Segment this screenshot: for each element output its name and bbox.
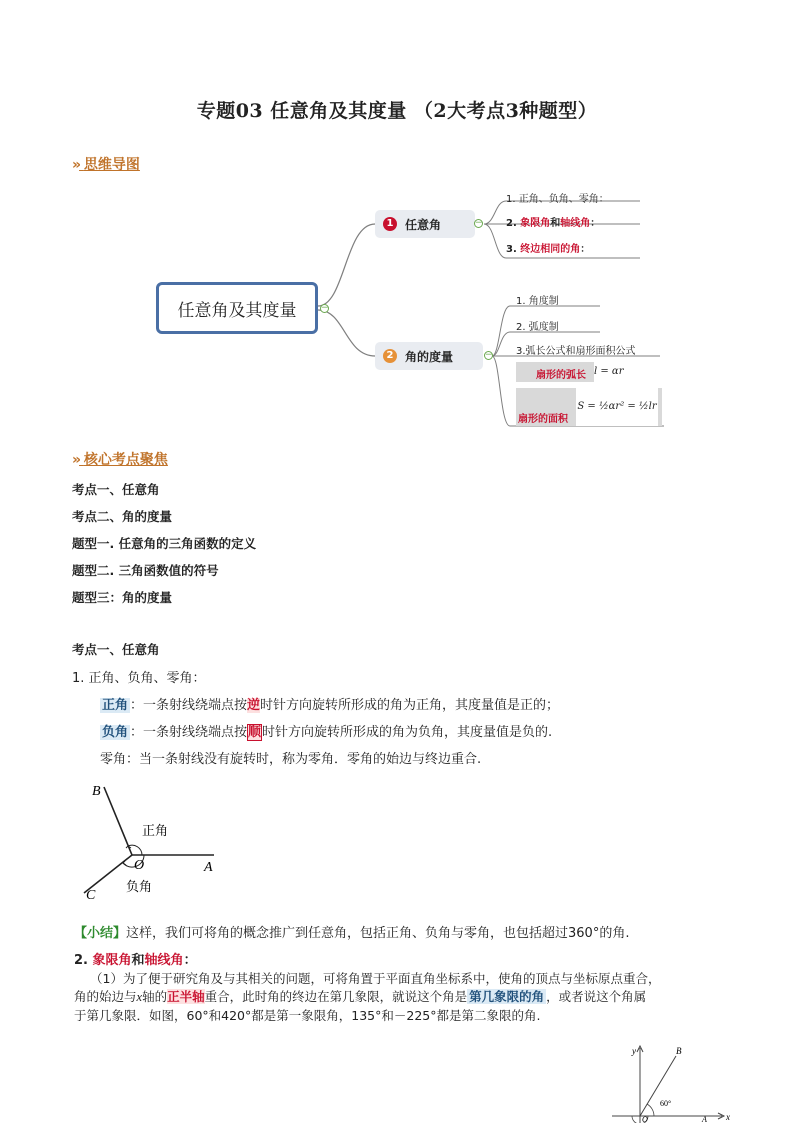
- label-y: y: [632, 1046, 636, 1056]
- number-badge-icon: 2: [383, 349, 397, 363]
- outline-item: 题型二. 三角函数值的符号: [72, 563, 219, 578]
- para2-line1: （1）为了便于研究角及与其相关的问题，可将角置于平面直角坐标系中，使角的顶点与坐标原点重合，: [90, 971, 661, 986]
- summary-note: 【小结】这样，我们可将角的概念推广到任意角，包括正角、负角与零角，也包括超过360°的角.: [74, 926, 630, 941]
- mindmap-leaf: 2. 象限角和轴线角：: [506, 218, 601, 229]
- collapse-icon[interactable]: −: [485, 350, 493, 360]
- label-O: O: [642, 1115, 648, 1123]
- mindmap-leaf: 2. 弧度制: [516, 322, 559, 333]
- arc-length-box: [516, 362, 636, 382]
- chevron-icon: »: [72, 157, 78, 173]
- sector-area-box: [516, 388, 662, 426]
- mindmap-node-measure: [375, 342, 483, 370]
- coordinate-figure: [612, 1040, 732, 1123]
- label-B: B: [676, 1046, 682, 1056]
- page-title: 专题03 任意角及其度量 （2大考点3种题型）: [196, 100, 598, 122]
- section-core-label: 核心考点聚焦: [83, 452, 168, 468]
- highlight-ccw: 逆: [247, 698, 261, 713]
- term-negative: 负角: [102, 725, 129, 740]
- outline-item: 题型三：角的度量: [72, 590, 173, 605]
- mindmap-node-any-angle: [375, 210, 475, 238]
- zero-angle-def: 零角：当一条射线没有旋转时，称为零角．零角的始边与终边重合.: [100, 752, 482, 767]
- term-positive: 正角: [102, 698, 129, 713]
- collapse-icon[interactable]: −: [475, 218, 483, 228]
- label-O: O: [134, 858, 145, 873]
- label-positive: 正角: [142, 824, 169, 839]
- highlight-cw: 顺: [248, 725, 262, 740]
- sector-area-formula: S = ½αr² = ½lr: [576, 388, 658, 426]
- item1-heading: 1. 正角、负角、零角：: [72, 671, 206, 686]
- highlight-quadrant-angle: 第几象限的角: [469, 989, 545, 1004]
- mindmap-leaf: 1. 角度制: [516, 296, 559, 307]
- mindmap-root: 任意角及其度量: [156, 282, 318, 334]
- label-A: A: [702, 1115, 707, 1123]
- para2-line2: 角的始边与x轴的正半轴重合，此时角的终边在第几象限，就说这个角是 第几象限的角 ，或者说这个角属: [74, 989, 647, 1004]
- kp1-heading: 考点一、任意角: [72, 642, 160, 657]
- label-x: x: [726, 1112, 730, 1122]
- chevron-icon: »: [72, 452, 78, 468]
- node-label: 任意角: [405, 217, 442, 232]
- arc-length-label: 扇形的弧长: [536, 370, 586, 381]
- label-B: B: [92, 784, 101, 799]
- label-A: A: [204, 860, 213, 875]
- outline-item: 考点二、角的度量: [72, 509, 173, 524]
- collapse-icon[interactable]: −: [321, 303, 329, 313]
- number-badge-icon: 1: [383, 217, 397, 231]
- mindmap-leaf: 3. 终边相同的角：: [506, 244, 591, 255]
- label-C: C: [86, 888, 96, 903]
- mindmap-leaf: 3.弧长公式和扇形面积公式: [516, 346, 636, 357]
- summary-tag: 【小结】: [74, 926, 127, 941]
- outline-item: 考点一、任意角: [72, 482, 160, 497]
- mindmap-leaf: 1. 正角、负角、零角：: [506, 194, 609, 205]
- item2-heading: 2. 象限角和轴线角：: [74, 953, 197, 968]
- label-60: 60°: [660, 1099, 672, 1108]
- label-negative: 负角: [126, 880, 153, 895]
- section-mindmap-label: 思维导图: [83, 157, 140, 173]
- section-core-heading: [72, 449, 168, 469]
- positive-angle-def: 正角 ：一条射线绕端点按逆时针方向旋转所形成的角为正角，其度量值是正的；: [102, 698, 560, 713]
- outline-item: 题型一. 任意角的三角函数的定义: [72, 536, 257, 551]
- negative-angle-def: 负角 ：一条射线绕端点按顺时针方向旋转所形成的角为负角，其度量值是负的.: [102, 725, 553, 740]
- arc-length-formula: l = αr: [594, 362, 636, 382]
- para2-line3: 于第几象限．如图，60°和420°都是第一象限角，135°和－225°都是第二象限的角.: [74, 1008, 541, 1023]
- node-label: 角的度量: [405, 349, 454, 364]
- angle-figure: [70, 775, 230, 905]
- highlight-positive-half-axis: 正半轴: [167, 989, 205, 1004]
- sector-area-label: 扇形的面积: [518, 414, 568, 425]
